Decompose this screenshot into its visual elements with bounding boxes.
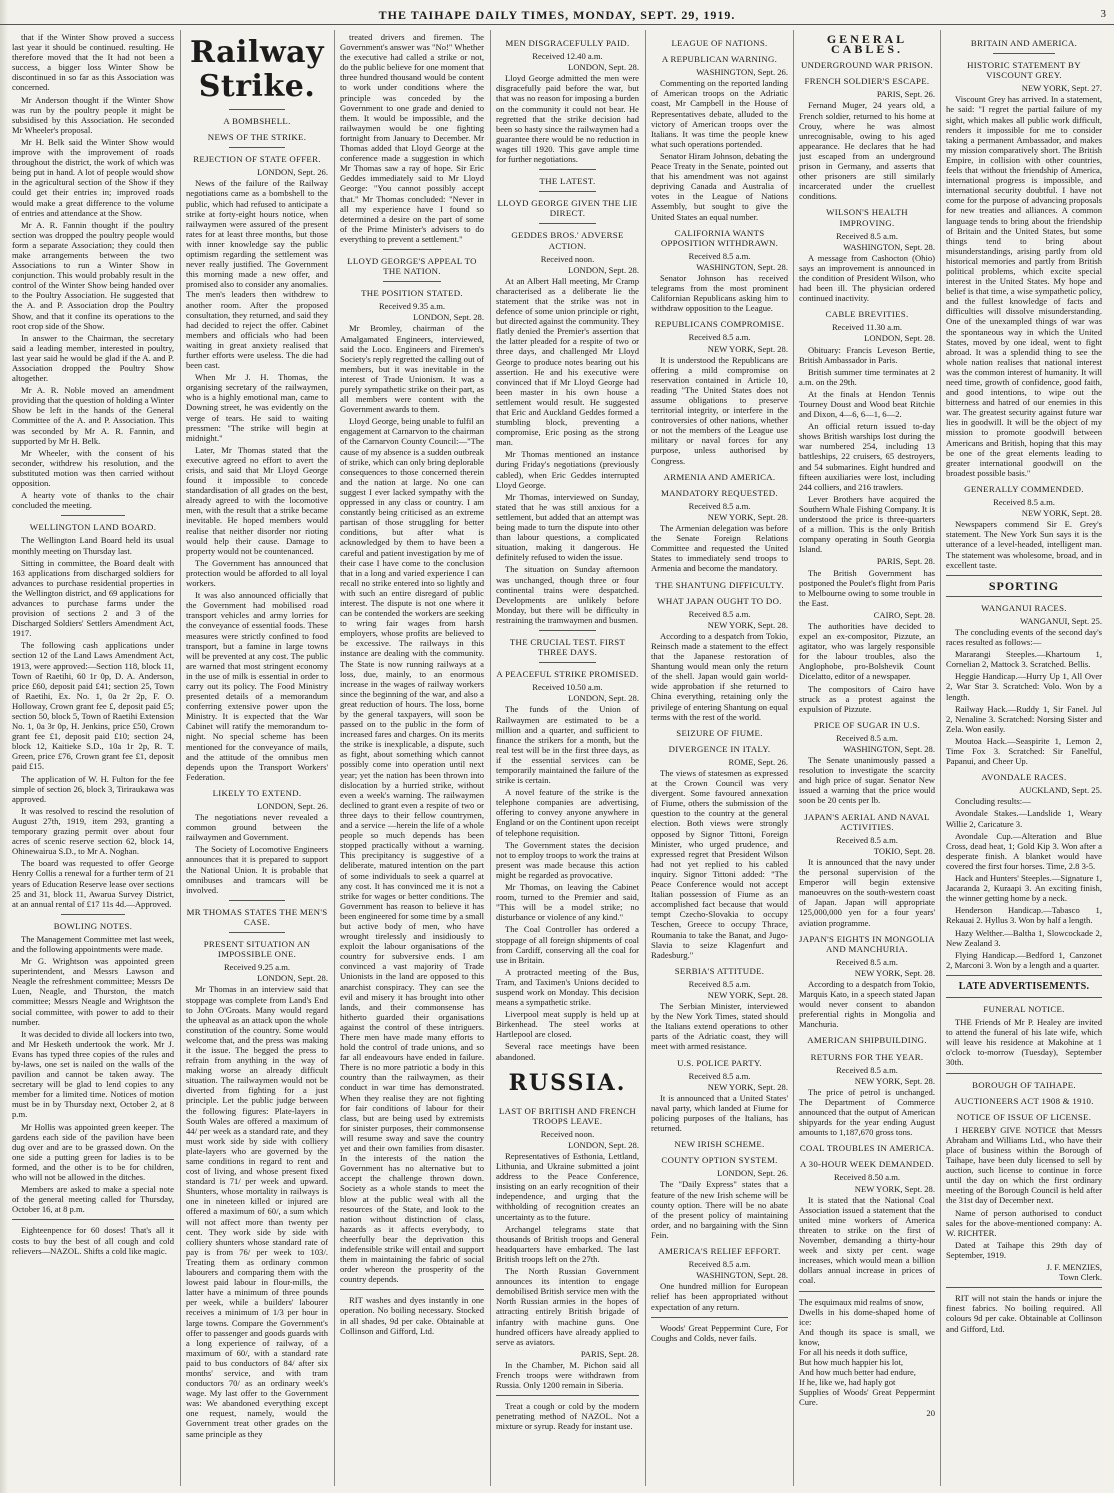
text-block: The situation on Sunday afternoon was unchanged, though three or four continental trains were despatched. Developments are unlikely before Monday, but there will be difficulty in restraining the tramwaymen and busmen. [496,564,639,625]
text-block: The concluding events of the second day's races resulted as follows:— [946,626,1102,648]
text-block: RETURNS FOR THE YEAR. [810,1051,924,1062]
text-block: A novel feature of the strike is the telephone companies are advertising, offering to convey anyone anywhere in England or on the Continent upon receipt of telephone requisition. [496,787,639,838]
text-block: Received noon. [540,253,595,264]
text-block: COAL TROUBLES IN AMERICA. [799,1143,935,1154]
text-block: WASHINGTON, Sept. 28. [843,241,935,252]
divider [12,1219,174,1220]
text-block: The North Russian Government announces its intention to engage demobilised British service men with the North Russian armies in the hopes of attracting entirely British brigade of infantry with machine guns. One hundred officers have already applied to serve as aviators. [496,1266,639,1347]
text-block: U.S. POLICE PARTY. [677,1057,762,1068]
text-block: A message from Cashocton (Ohio) says an improvement is announced in the condition of President Wilson, who had been ill. The physician ordered continued inactivity. [799,252,935,304]
text-block: SERBIA'S ATTITUDE. [674,965,765,976]
text-block: British summer time terminates at 2 a.m. on the 29th. [799,366,935,387]
text-block: WASHINGTON, Sept. 26. [696,67,788,78]
text-block: Moutoa Hack.—Seaspirite 1, Lemon 2, Time Fox 3. Scratched: Sir Fanelful, Papanui, and Cheer Up. [946,735,1102,767]
text-block: And though its space is small, we know, [799,1326,935,1347]
general-cables-title: GENERAL CABLES. [826,32,908,57]
text-block: In answer to the Chairman, the secretary said a leading member, interested in poultry, last year said he would be glad if the A. and P. Association dropped the Poultry Show altogether. [12,332,174,384]
text-block: Received 8.5 a.m. [688,332,751,343]
rit-ad: RIT washes and dyes instantly in one operation. No boiling necessary. Stocked in all shades, 9d per cake. Obtainable at Collinson and Gifford, Ltd. [340,1295,484,1336]
headline-bowling: BOWLING NOTES. [53,920,133,931]
text-block: Received 8.5 a.m. [688,608,751,619]
text-block: ARMENIA AND AMERICA. [663,471,776,482]
text-block: NEW YORK, Sept. 28. [1021,508,1102,519]
text-block: The Serbian Minister, interviewed by the New York Times, stated should the Italians extend operations to other parts of the Adriatic coast, they will meet with armed resistance. [651,1001,788,1052]
divider [946,596,1102,597]
text-block: THE POSITION STATED. [361,288,463,299]
text-block: Representatives of Esthonia, Lettland, Lithunia, and Ukraine submitted a joint address to the Peace Conference, insisting on an early recognition of their independence, and urging that the withholding of recognition creates an uncertainty as to the future. [496,1151,639,1222]
text-block: LONDON, Sept. 28. [257,973,328,984]
text-block: For all his needs it doth suffice, [799,1346,908,1357]
text-block: treated drivers and firemen. The Government's answer was "No!" Whether the executive had called a strike or not, do the public believe for one moment that three hundred thousand would be content to work under conditions where the principle was conceded by the Government to one grade and denied to them. It would be impossible, and the railwaymen would be one fighting fortnight from January to December. Mr Thomas added that Lloyd George at the conference made a suggestion in which Mr Thomas saw a ray of hope. Sir Eric Geddes immediately said to Mr Lloyd George: "You cannot possibly accept that." Mr Thomas concluded: "Never in all my experience have I found so determined a desire on the part of some of the Prime Minister's advisers to do everything to prevent a settlement." [340,32,484,244]
text-block: Mararangi Steeples.—Khartoum 1, Cornelian 2, Mattock 3. Scratched. Bellis. [946,649,1102,670]
divider [383,281,441,282]
text-block: Senator Johnson has received telegrams from the most prominent Californian Republicans asking him to withdraw opposition to the League. [651,272,788,314]
text-block: The British Government has postponed the Poulet's flight from Paris to Melbourne owing to some trouble in the East. [799,567,935,608]
divider [799,1291,935,1292]
text-block: It is announced that a United States' naval party, which landed at Fiume for policing purposes of the Italians, has returned. [651,1092,788,1134]
text-block: Received 8.5 a.m. [688,1259,751,1270]
text-block: Sitting in committee, the Board dealt with 163 applications from discharged soldiers for advances to purchase residential properties in the Wellington district, and 69 applications for advances to purchase farms under the provision of sections 2 and 3 of the Discharged Soldiers' Settlers Amendment Act, 1917. [12,557,174,639]
nazol-ad: Eighteenpence for 60 doses! That's all it costs to buy the best of all cough and cold relievers—NAZOL. Shifts a cold like magic. [12,1225,174,1256]
text-block: Members are asked to make a special note of the general meeting called for Thursday, October 16, at 8 p.m. [12,1184,174,1215]
text-block: Mr A. R. Fannin thought if the poultry section was dropped the poultry people would form a separate Association; they could then make arrangements between the two Associations to run a Winter Show in conjunction. This would probably result in the control of the Winter Show being handed over to the Poultry Association. He suggested that the A. and P. Association drop the Poultry Show, and that it confine its operations to the root crop side of the Show. [12,219,174,331]
text-block: Fernand Muger, 24 years old, a French soldier, returned to his home at Crouy, where he was almost unrecognisable, owing to his aged appearance. He declares that he had just escaped from an underground prison in Germany, and asserts that other prisoners are still similarly incarcerated under the cruellest conditions. [799,100,935,202]
text-block: Mr Thomas mentioned an instance during Friday's negotiations (previously cabled), when Eric Geddes interrupted Lloyd George. [496,449,639,490]
text-block: Mr Bromley, chairman of the Amalgamated Engineers, interviewed, said the Loco. Engineers and Firemen's Society's reply regretted the calling out of members, but it was inevitable in the interest of Trade Unionism. It was a purely sympathetic strike on their part, as all members were content with the Government awards to them. [340,323,484,415]
text-block: Name of person authorised to conduct sales for the above-mentioned company: A. W. RICHTER. [946,1207,1102,1238]
text-block: LONDON, Sept. 28. [568,264,639,275]
text-block: It was decided to divide all lockers into two, and Mr Hesketh undertook the work. Mr J. Evans has typed three copies of the rules and by-laws, one set is nailed on the walls of the pavilion and cannot be taken away. The secretary will be glad to lend copies to any member for a limited time. Notices of motion must be in by Thursday next, October 2, at 8 p.m. [12,1028,174,1120]
text-block: The Senate unanimously passed a resolution to investigate the scarcity and high price of sugar. Senator New issued a warning that the price would soon be 20 cents per lb. [799,755,935,806]
text-block: LONDON, Sept. 28. [864,333,935,344]
column-3 [340,32,484,1486]
column-2 [186,32,328,1486]
divider [651,1317,788,1318]
text-block: Supplies of Woods' Great Peppermint Cure. [799,1387,935,1408]
text-block: Railway Hack.—Ruddy 1, Sir Fanel. Jul 2, Nenaline 3. Scratched: Norsing Sister and Zela. Won easily. [946,703,1102,734]
divider [229,147,286,148]
text-block: AMERICA'S RELIEF EFFORT. [658,1246,781,1257]
text-block: LONDON, Sept. 28. [413,312,484,323]
text-block: Henderson Handicap.—Tabasco 1, Rekauai 2. Hyllus 3. Won by half a length. [946,905,1102,926]
rit-ad-2: RIT will not stain the hands or injure the finest fabrics. No boiling required. All colours 9d per cake. Obtainable at Collinson and Gifford, Ltd. [946,1293,1102,1334]
text-block: HISTORIC STATEMENT BY VISCOUNT GREY. [967,60,1081,81]
text-block: LONDON, Sept. 26. [717,1168,788,1179]
text-block: JAPAN'S AERIAL AND NAVAL ACTIVITIES. [804,811,930,832]
text-block: WASHINGTON, Sept. 28. [696,261,788,272]
text-block: A REPUBLICAN WARNING. [661,54,778,65]
text-block: COUNTY OPTION SYSTEM. [661,1155,778,1166]
text-block: NEW YORK, Sept. 28. [854,1075,935,1086]
column-rule [940,30,941,1486]
text-block: that if the Winter Show proved a success last year it should be continued. resulting. He therefore moved that the It had not been a success, a bigger loss Winter Show be discontinued in so far as this Association was concerned. [12,32,174,93]
text-block: A PEACEFUL STRIKE PROMISED. [496,669,639,680]
text-block: WASHINGTON, Sept. 28. [696,1270,788,1281]
column-rule [334,30,335,1486]
text-block: Commenting on the reported landing of American troops on the Adriatic coast, Mr Campbell in the House of Representatives debate, alluded to the victory of American troops over the Italians. It was time the people knew what such operations portended. [651,78,788,149]
nazol-ad-2: Treat a cough or cold by the modern penetrating method of NAZOL. Not a mixture or syrup. Ready for instant use. [496,1401,639,1432]
column-rule [793,30,794,1486]
text-block: NEW YORK, Sept. 28. [854,967,935,978]
text-block: CALIFORNIA WANTS OPPOSITION WITHDRAWN. [660,227,779,248]
text-block: JAPAN'S EIGHTS IN MONGOLIA AND MANCHURIA. [799,933,935,954]
text-block: Mr Thomas in an interview said that stoppage was complete from Land's End to John O'Groats. Many would regard the upheaval as an attack upon the whole constitution of the country. Some would welcome that, and the press was making it the issue. The begged the press to refrain from anything in the way of making worse an already difficult situation. The railwaymen would not be diverted from fighting for a just principle. Let the public judge between the following figures: Plate-layers in South Wales are offered a maximum of 44/ per week as a standard rate, and they must work side by side with colliery plate-layers who are governed by the same conditions in regard to rent and cost of living, and whose present fixed standard is 71/ per week and upward. Shunters, whose mortality in railways is one in nineteen killed or injured are offered a maximum of 60/, a sum which will not affect more than twenty per cent. They work side by side with colliery shunters whose standard rate of pay is from 76/ per week to 103/. Treating them as ordinary common labourers and comparing them with the lowest paid labour in flour-mills, the latter have a minimum of three pounds per week, while a builders' labourer receives a minimum of 1/3 per hour in large towns. Compare the Government's offer to passenger and goods guards with a long experience of railway, of a maximum of 60/, with a standard rate paid to bus conductors of 84/ after six months' service, and with tram conductors 70/ as an ordinary week's wage. My last offer to the Government was: We abandoned everything except one request, namely, would the Government treat other grades on the same principle as they [186,984,328,1439]
text-block: Received 8.50 a.m. [833,1172,901,1183]
divider [946,997,1102,998]
text-block: The views of statesmen as expressed at the Crown Council was very divergent. Some favoured annexation of Fiume, others the submission of the question to the country at the general election. Both views were strongly opposed by Signor Tittoni, Foreign Minister, who urged prudence, and expressed regret that President Wilson had not yet replied to his cabled inquiry. Signor Tittoni added: "The Peace Conference would not accept Italian possession of Fiume as an accomplished fact because that would tempt Czecho-Slovakia to occupy Teschen, Greece to occupy Thrace, Roumania to take the Banat, and Jugo-Slavia to seize Klagenfurt and Radesburg." [651,768,788,960]
text-block: Received 9.25 a.m. [223,962,291,973]
text-block: MEN DISGRACEFULLY PAID. [505,38,630,48]
page-fold-shadow [0,0,8,1493]
text-block: But how much happier his lot, [799,1357,904,1368]
column-rule [645,30,646,1486]
text-block: Mr Thomas, on leaving the Cabinet room, turned to the Premier and said, "This will be a model strike; no disturbance or violence of any kind." [496,882,639,923]
text-block: AMERICAN SHIPBUILDING. [807,1035,927,1046]
text-block: NEW YORK, Sept. 28. [707,619,788,630]
text-block: FRENCH SOLDIER'S ESCAPE. [804,76,930,87]
text-block: Mr A. R. Noble moved an amendment providing that the question of holding a Winter Show be left in the hands of the General Committee of the A. and P. Association. This was seconded by Mr A. R. Fannin, and supported by Mr H. Belk. [12,385,174,446]
text-block: GEDDES BROS.' ADVERSE ACTION. [511,230,624,251]
text-block: CAIRO, Sept. 28. [873,609,935,620]
text-block: NOTICE OF ISSUE OF LICENSE. [956,1111,1092,1122]
text-block: LEAGUE OF NATIONS. [671,38,768,48]
headline-land-board: WELLINGTON LAND BOARD. [29,522,157,533]
text-block: WASHINGTON, Sept. 28. [843,744,935,754]
text-block: Lloyd George admitted the men were disgracefully paid before the war, but that was no reason for imposing a burden on the community it could not bear. He regretted that the strike decision had been so hasty since the railwaymen had a guarantee there would be no reduction in wages till 1920. This gave ample time for further negotiations. [496,73,639,165]
text-block: Received noon. [540,1128,595,1139]
divider [383,249,441,250]
text-block: Received 8.5 a.m. [836,956,898,967]
text-block: LONDON, Sept. 26. [257,167,328,178]
text-block: Received 8.5 a.m. [836,1064,898,1075]
text-block: WANGANUI, Sept. 25. [1020,615,1102,626]
text-block: The following cash applications under section 12 of the Land Laws Amendment Act, 1913, were approved:—Section 118, block 11, Town of Raetihi, 60 1r 0p, D. A. Anderson, price £60, deposit paid £41; section 25, Town of Raetihi, Ex. No. 1, 0a 2r 2p, F. O. Holloway, Crown grant fee £, deposit paid £5; section 50, block 5, Town of Raetihi Extension No. 1, 0a 3r 0p, H. Jenkins, price £50, Crown grant fee £1, deposit paid £10; section 24, block 12, Kaitieke S.D., 10a 1r 2p, R. T. Green, price £76, Crown grant fee £1, deposit paid £15. [12,640,174,772]
text-block: WILSON'S HEALTH IMPROVING. [826,207,908,228]
text-block: The authorities have decided to expel an ex-compositor, Pizzute, an agitator, who was largely responsible for the labour troubles, also the Anglophobe, pro-Bolshevik Count Dicelatto, editor of a newspaper. [799,620,935,682]
text-block: The compositors of Cairo have struck as a protest against the expulsion of Pizzute. [799,683,935,714]
text-block: Later, Mr Thomas stated that the executive agreed no effort to avert the crisis, and said that Mr Lloyd George found it impossible to concede standardisation of all grades on the best, already agreed to with the locomotive men, with the result that a strike became inevitable. He hoped members would realise that neither disorder nor rioting would help their cause. Damage to property would not be countenanced. [186,444,328,556]
text-block: NEW YORK, Sept. 28. [707,343,788,354]
text-block: Avondale Cup.—Alteration and Blue Cross, dead heat, 1; Gold Kip 3. Won after a desperate finish. A blanket would have covered the first four horses. Time, 2.8 3-5. [946,830,1102,871]
divider [946,1073,1102,1074]
text-block: J. F. MENZIES, [1046,1262,1102,1273]
column-1 [12,32,174,1486]
column-rule [490,30,491,1486]
column-7 [946,32,1102,1486]
text-block: The price of petrol is unchanged. The Department of Commerce announced that the output of American shipyards for the year ending August amounts to 1,187,670 gross tons. [799,1086,935,1138]
text-block: Hack and Hunters' Steeples.—Signature 1, Jacaranda 2, Kuraapi 3. An exciting finish, the winner getting home by a neck. [946,873,1102,904]
text-block: LLOYD GEORGE'S APPEAL TO THE NATION. [347,255,477,277]
text-block: According to a despatch from Tokio, Reinsch made a statement to the effect that the Japanese restoration of Shantung would mean only the return of the shell. Japan would gain world-wide approbation if she returned to China everything, retaining only the privilege of entering Shantung on equal terms with the rest of the world. [651,630,788,722]
text-block: The "Daily Express" states that a feature of the new Irish scheme will be county option. There will be no abate of the present policy of maintaining order, and no bargaining with the Sinn Fein. [651,1179,788,1240]
masthead [0,0,1114,25]
text-block: AUCTIONEERS ACT 1908 & 1910. [954,1095,1094,1106]
column-rule [180,30,181,1486]
text-block: The funds of the Union of Railwaymen are estimated to be a million and a quarter, and sufficient to finance the strikers for a month, but the real test will be in the first three days, as if the essential services can be temporarily maintained the failure of the strike is certain. [496,704,639,786]
text-block: At the finals at Hendon Tennis Tourney Doust and Wood beat Ritchie and Dixon, 4—6, 6—1, 6—2. [799,388,935,420]
text-block: Hazy Welther.—Baltha 1, Slowcockade 2, New Zealand 3. [946,927,1102,948]
text-block: NEW YORK, Sept. 27. [1021,83,1102,94]
text-block: LONDON, Sept. 28. [568,693,639,704]
text-block: Obituary: Francis Leveson Bertie, British Ambassador in Paris. [799,344,935,365]
text-block: LONDON, Sept. 26. [257,801,328,811]
text-block: THE Friends of Mr P. Healey are invited to attend the funeral of his late wife, which will leave his residence at Makohine at 1 o'clock to-morrow (Tuesday), September 30th. [946,1017,1102,1068]
sporting-title: SPORTING [988,578,1060,593]
peppermint-cure-ad: Woods' Great Peppermint Cure, For Coughs and Colds, never fails. [651,1322,788,1343]
text-block: Received 10.50 a.m. [532,682,603,693]
divider [946,975,1102,976]
text-block: Received 8.5 a.m. [836,230,898,241]
text-block: The Management Committee met last week, and the following appointments were made. [12,933,174,954]
divider [229,900,286,901]
railway-strike-title: Railway Strike. [189,35,325,104]
text-block: At an Albert Hall meeting, Mr Cramp characterised as a deliberate lie the statement that the strike was not in defence of some union principle or right, but directed against the community. They flatly denied the Premier's assertion that the latter pleaded for a respite of two or three days, and challenged Mr Lloyd George to produce notes bearing out his assertion. He and his executive were convinced that if Mr Lloyd George had been master in his own house a settlement would result. He suggested that Eric and Auckland Geddes formed a stumbling block, preventing a compromise, Eric posing as the strong man. [496,275,639,448]
text-block: When Mr J. H. Thomas, the organising secretary of the railwaymen, who is a highly emotional man, came to Downing street, he was evidently on the verge of tears. He said to waiting pressmen: "The strike will begin at midnight." [186,372,328,443]
divider [539,191,596,192]
text-block: Senator Hiram Johnson, debating the Peace Treaty in the Senate, pointed out that his amendment was not against depriving Canada and Australia of votes in the League of Nations Assembly, but sought to give the United States an equal number. [651,150,788,222]
text-block: The Coal Controller has ordered a stoppage of all foreign shipments of coal from Cardiff, conserving all the coal for use in Britain. [496,924,639,965]
text-block: BOROUGH OF TAIHAPE. [972,1079,1076,1090]
divider [539,630,596,631]
text-block: Received 8.5 a.m. [836,834,898,845]
text-block: The board was requested to offer George Henry Collis a renewal for a further term of 21 years of Education Reserve lease over sections 25 and 31, block 11, Awarua Survey District, at an annual rental of £17 11s 4d.—Approved. [12,858,174,909]
text-block: BRITAIN AND AMERICA. [970,38,1078,48]
text-block: The Government has announced that protection would be afforded to all loyal workers. [186,557,328,589]
divider [229,109,286,110]
text-block: Concluding results:— [955,796,1031,807]
text-block: Mr Hollis was appointed green keeper. The gardens each side of the pavilion have been dug over and are to be grassed down. On the one side a putting green for ladies is to be formed, and the other is to be for children, who will not be allowed in the ditches. [12,1121,174,1183]
text-block: Liverpool meat supply is held up at Birkenhead. The steel works at Hartlepool are closed. [496,1009,639,1040]
winter-show-report [12,32,174,510]
text-block: The Wellington Land Board held its usual monthly meeting on Thursday last. [12,535,174,556]
text-block: 20 [926,1407,935,1418]
late-advertisements-title: LATE ADVERTISEMENTS. [958,980,1090,992]
text-block: Mr Anderson thought if the Winter Show was run by the poultry people it might be subsidised by this Association. He seconded Mr Wheeler's proposal. [12,94,174,135]
text-block: THE LATEST. [539,176,596,187]
divider [946,575,1102,576]
newspaper-title: THE TAIHAPE DAILY TIMES, MONDAY, SEPT. 29, 1919. [378,8,736,22]
text-block: LONDON, Sept. 28. [568,1139,639,1150]
divider [229,932,286,933]
text-block: And how much better had endure, [799,1367,916,1378]
peppermint-poem [799,1297,935,1418]
text-block: Heggie Handicap.—Hurry Up 1, All Over 2, War Star 3. Scratched: Volo. Won by a length. [946,671,1102,702]
text-block: Received 12.40 a.m. [532,51,603,62]
text-block: A protracted meeting of the Bus, Tram, and Taximen's Unions decided to suspend work on Monday. This decision means a sympathetic strike. [496,966,639,1008]
text-block: THE CRUCIAL TEST. FIRST THREE DAYS. [509,636,626,658]
text-block: AUCKLAND, Sept. 25. [1019,785,1102,796]
text-block: Archangel telegrams state that thousands of British troops and General headquarters have embarked. The last British troops left on the 27th. [496,1223,639,1264]
text-block: The Armenian delegation was before the Senate Foreign Relations Committee and requested the United States to immediately send troops to Armenia and become the mandatory. [651,523,788,574]
text-block: PARIS, Sept. 28. [580,1348,639,1359]
text-block: ROME, Sept. 26. [728,756,788,767]
text-block: WHAT JAPAN OUGHT TO DO. [657,595,782,606]
text-block: It is understood the Republicans are offering a mild compromise on reservation contained in Article 10, reading "The United States does not assume obligations to preserve territorial integrity, or interfere in the controversies of other nations, whether or not the members of the League use military or naval forces for any purpose, unless authorised by Congress. [651,354,788,466]
text-block: NEW YORK, Sept. 28. [707,989,788,1000]
text-block: Received 9.35 a.m. [378,301,446,312]
text-block: LAST OF BRITISH AND FRENCH TROOPS LEAVE. [498,1105,637,1126]
text-block: NEWS OF THE STRIKE. [207,132,307,143]
column-5 [651,32,788,1486]
text-block: PRICE OF SUGAR IN U.S. [813,719,921,730]
text-block: If he, like we, had haply got [799,1377,896,1388]
text-block: Avondale Stakes.—Landslide 1, Weary Willie 2, Caricature 3. [946,808,1102,829]
text-block: It was resolved to rescind the resolution of August 27th, 1919, item 293, granting a temporary grazing permit over about four acres of scenic reserve section 62, block 14, Ohinewairua S.D., to Mr A. Noghan. [12,805,174,857]
text-block: An official return issued to-day shows British warships lost during the war numbered 254, including 13 battleships, 22 cruisers, 65 destroyers, and 54 submarines. Eight hundred and fifteen auxiliaries were lost, including 244 colliers, and 216 trawlers. [799,421,935,492]
page-number: 3 [1100,8,1106,20]
text-block: Viscount Grey has arrived. In a statement, he said: "I regret the partial failure of my sight, which makes all public work difficult, renders it impossible for me to consider taking a permanent Ambassador, and makes my mission comparatively short. The British Empire, in collision with other countries, feels that without the friendship of America, international progress is impossible, and international security doubtful. I have not come for the purpose of advancing proposals for new treaties and alliances. A common language tends to bring about the friendship of Britain and the United States, but some things tend to bring about misunderstandings, arising partly from old historical memories and partly from British political problems, which excite special interest in the United States. My hope and belief is that time, a wise sympathetic policy, and the fullest knowledge of facts and difficulties will dissolve misunderstanding. One of the unexampled things of war was the spontaneous way in which the United States, moved by one ideal, went to fight abroad. It was a splendid thing to see the whole nation realises that national interest was the common interest of humanity. It will need time, growth of confidence, good faith, and good intentions, to wipe out the bitterness and hatred of our enemies in this war. The greatest security against future war lies in goodwill. It will be the object of my mission to promote goodwill between Americans and British, hoping that this may be one of the great elements leading to greater international goodwill on the broadest possible basis." [946,94,1102,478]
text-block: DIVERGENCE IN ITALY. [668,743,771,754]
text-block: SEIZURE OF FIUME. [676,727,763,738]
text-block: Mr Thomas, interviewed on Sunday, stated that he was still anxious for a settlement, but added that an attempt was being made to turn the dispute into other than labour questions, a complicated situation, making it dangerous. He definitely refused to widen the issue. [496,491,639,563]
text-block: Received 8.5 a.m. [993,497,1055,508]
text-block: Received 8.5 a.m. [688,500,751,511]
text-block: The application of W. H. Fulton for the fee simple of section 26, block 3, Tiriraukawa was approved. [12,773,174,804]
divider [946,1287,1102,1288]
text-block: PARIS, Sept. 28. [876,556,935,567]
text-block: Newspapers commend Sir E. Grey's statement. The New York Sun says it is the utterance of a level-headed, intelligent man. The statement was wholesome, broad, and in excellent taste. [946,519,1102,570]
text-block: LONDON, Sept. 28. [568,62,639,73]
text-block: Mr G. Wrightson was appointed green superintendent, and Messrs Lawson and Neagle the refreshment committee; Messrs De Luen, Neagle, and Thurston, the match committee; Messrs Neagle and Wrightson the social committee, with power to add to their number. [12,956,174,1027]
divider [539,223,596,224]
text-block: Received 8.5 a.m. [688,1070,751,1081]
text-block: Mr Wheeler, with the consent of his seconder, withdrew his resolution, and the substituted motion was then carried without opposition. [12,447,174,489]
text-block: Mr H. Belk said the Winter Show would improve with the improvement of roads throughout the district, the work of which was being put in hand. A lot of people would show in the agricultural section of the Show if they could get their entries in; improved roads would make a great difference to the volume of entries and attendance at the Show. [12,136,174,218]
text-block: The esquimaux mid realms of snow, [799,1296,924,1307]
text-block: PARIS, Sept. 26. [876,89,935,100]
text-block: MR THOMAS STATES THE MEN'S CASE. [186,906,328,927]
text-block: According to a despatch from Tokio, Marquis Kato, in a speech stated Japan would never consent to abandon preferential rights in Mongolia and Manchuria. [799,978,935,1030]
text-block: News of the failure of the Railway negotiations came as a bombshell to the public, which had refused to anticipate a strike at forty-eight hours notice, when railwaymen were assured of the present rates for at least three months, but those with inner knowledge say the public optimism regarding the settlement was never really justified. The Government this morning made a new offer, and promised also to consider any anomalies. The men's leaders then withdrew to another room. After the proposed consultation, they returned, and said they had decided to reject the offer. Cabinet members and officials who had been waiting in great anxiety realised that further efforts were useless. The die had been cast. [186,178,328,371]
text-block: WANGANUI RACES. [981,602,1067,613]
text-block: The Society of Locomotive Engineers announces that it is prepared to support the National Union. It is probable that omnibuses and tramcars will be involved. [186,844,328,895]
text-block: Flying Handicap.—Bedford 1, Canzonet 2, Marconi 3. Won by a length and a quarter. [946,949,1102,970]
text-block: It is stated that the National Coal Association issued a statement that the united mine workers of America threaten to strike on the first of November, demanding a thirty-hour week and sixty per cent. wage increases, which would mean a billion dollars annual increase in prices of coal. [799,1194,935,1286]
text-block: In the Chamber, M. Pichon said all French troops were withdrawn from Russia. Only 1200 remain in Siberia. [496,1359,639,1391]
text-block: NEW IRISH SCHEME. [674,1139,765,1150]
text-block: AVONDALE RACES. [981,772,1067,783]
text-block: Lever Brothers have acquired the Southern Whale Fishing Company. It is understood the price is three-quarters of a million. This is the only British company operating in South Georgia Island. [799,493,935,555]
text-block: NEW YORK, Sept. 28. [707,1081,788,1092]
divider [993,53,1055,54]
text-block: Received 8.5 a.m. [688,978,751,989]
text-block: The negotiations never revealed a common ground between the railwaymen and Government. [186,812,328,843]
text-block: REJECTION OF STATE OFFER. [193,154,321,165]
text-block: The Government states the decision not to employ troops to work the trains at present was made because this action might be regarded as provocative. [496,839,639,880]
text-block: Dwells in his dome-shaped home of ice: [799,1306,935,1327]
text-block: GENERALLY COMMENDED. [964,483,1084,494]
divider [340,1289,484,1290]
text-block: NEW YORK, Sept. 28. [707,511,788,522]
divider [496,1395,639,1396]
text-block: THE SHANTUNG DIFFICULTY. [655,579,784,590]
text-block: PRESENT SITUATION AN IMPOSSIBLE ONE. [203,939,311,960]
text-block: One hundred million for European relief has been appropriated without expectation of any return. [651,1281,788,1312]
text-block: MANDATORY REQUESTED. [661,487,778,498]
text-block: It was also announced officially that the Government had mobilised road transport vehicles and army lorries for the conveyance of essential foods. These measures were strictly confined to food transport, but a famine in large towns will be prevented at any cost. The public are warned that most stringent economy in the use of milk is essential in order to carry out its policy. The Food Ministry presented details of a memorandum conferring extensive power upon the Ministry. It is expected that the War Cabinet will ratify the memorandum to-night. No special scheme has been mentioned for the conveyance of mails, and the attitude of the omnibus men depends upon the Transport Workers' Federation. [186,590,328,782]
divider [539,169,596,170]
text-block: UNDERGROUND WAR PRISON. [800,60,934,71]
divider [61,515,126,516]
text-block: I HEREBY GIVE NOTICE that Messrs Abraham and Williams Ltd., who have their place of business within the Borough of Taihape, have been duly licensed to sell by auction, such license to continue in force until the day on which the first ordinary meeting of the Borough Council is held after the 31st day of December next. [946,1124,1102,1206]
text-block: FUNERAL NOTICE. [983,1003,1065,1014]
text-block: CABLE BREVITIES. [825,309,909,320]
text-block: LLOYD GEORGE GIVEN THE LIE DIRECT. [497,198,638,219]
text-block: Received 11.30 a.m. [831,322,903,333]
russia-title: RUSSIA. [508,1069,627,1096]
text-block: Lloyd George, being unable to fulfil an engagement at Carnarvon to the chairman of the Carnarvon County Council:—"The cause of my absence is a sudden outbreak of strike, which can only bring deplorable consequences to those concerned therein and the nation at large. No one can suggest I ever lacked sympathy with the oppressed in any class or country. I am constantly being criticised as an extreme partisan of those struggling for better conditions, but after what is acknowledged by them to have been a careful and patient investigation by me of their case I have come to the conclusion that in a long and varied experience I can recall no strike entered into so lightly and with such an entire disregard of public interest. The dispute is not one where it can be contended the workers are seeking to wring fair wages from harsh employers, whose profits are believed to be excessive. The railways in this instance are dealing with the community. The State is now running railways at a loss, due, mainly, to an enormous increase in the wages of railway workers since the beginning of the war, and also a great reduction of hours. The loss, borne by the general taxpayers, will soon be passed on to the public in the form of increased fares and charges. On its merits the strike is inexplicable, a dispute, such as fight, about something which cannot possibly come into operation until next year; yet the nation has been thrown into dislocation by a hurried strike, without even a week's warning. The railwaymen declined to grant even a respite of two or three days to their fellow countrymen, and a service —herein the life of a whole people so much depends has been stopped practically without a warning. This precipitancy is suggestive of a deliberate, matured intention on the part of some individuals to seek a quarrel at any cost. It has convinced me it is not a strike for wages or better conditions. The Government has reason to believe it has been engineered for some time by a small but active body of men, who have wrought tirelessly and insidiously to exploit the labour organisations of the country for subversive ends. I am convinced a vast majority of Trade Unionists in the land are opposed to this anarchist conspiracy. They can see the evil and misery it has brought into other lands, and their commonsense has hitherto guarded their organisations against the control of these intriguers. There men have made many efforts to hold the control of trade unions, and so far all endeavours have ended in failure. There is no more patriotic a body in this country than the railwaymen, as their conduct in war time has demonstrated. When they realise they are not fighting for fair conditions of labour for their class, but are being used by extremists for sinister purposes, their commonsense will resume sway and save the country yet and their own families from disaster. In the interests of the nation the Government has no alternative but to accept the challenge thrown down. Society as a whole stands to meet the blow at the public weal with all the resources of the State, and look to the nation without distinction of class, hazards as it affects everybody, to cheerfully bear the deprivation this indefensible strike will entail and support them in maintaining the fabric of social order whereon the prosperity of the country depends. [340,416,484,1285]
text-block: Received 8.5 a.m. [688,250,751,261]
column-6 [799,32,935,1486]
text-block: NEW YORK, Sept. 28. [854,1183,935,1194]
text-block: LIKELY TO EXTEND. [212,787,302,798]
divider [539,662,596,663]
text-block: REPUBLICANS COMPROMISE. [654,319,785,330]
text-block: A hearty vote of thanks to the chair concluded the meeting. [12,490,174,511]
column-4 [496,32,639,1486]
text-block: Dated at Taihape this 29th day of September, 1919. [946,1239,1102,1260]
text-block: A BOMBSHELL. [223,116,291,126]
text-block: Received 8.5 a.m. [836,732,898,743]
text-block: Several race meetings have been abandoned. [496,1041,639,1062]
text-block: It is announced that the navy under the personal supervision of the Emperor will begin extensive manoeuvres on the south-western coast of Japan. Japan will appropriate 125,000,000 yen for a four years' aviation programme. [799,856,935,928]
divider [61,914,126,915]
text-block: A 30-HOUR WEEK DEMANDED. [799,1159,935,1170]
text-block: TOKIO, Sept. 28. [873,845,935,856]
text-block: Town Clerk. [1059,1272,1102,1283]
